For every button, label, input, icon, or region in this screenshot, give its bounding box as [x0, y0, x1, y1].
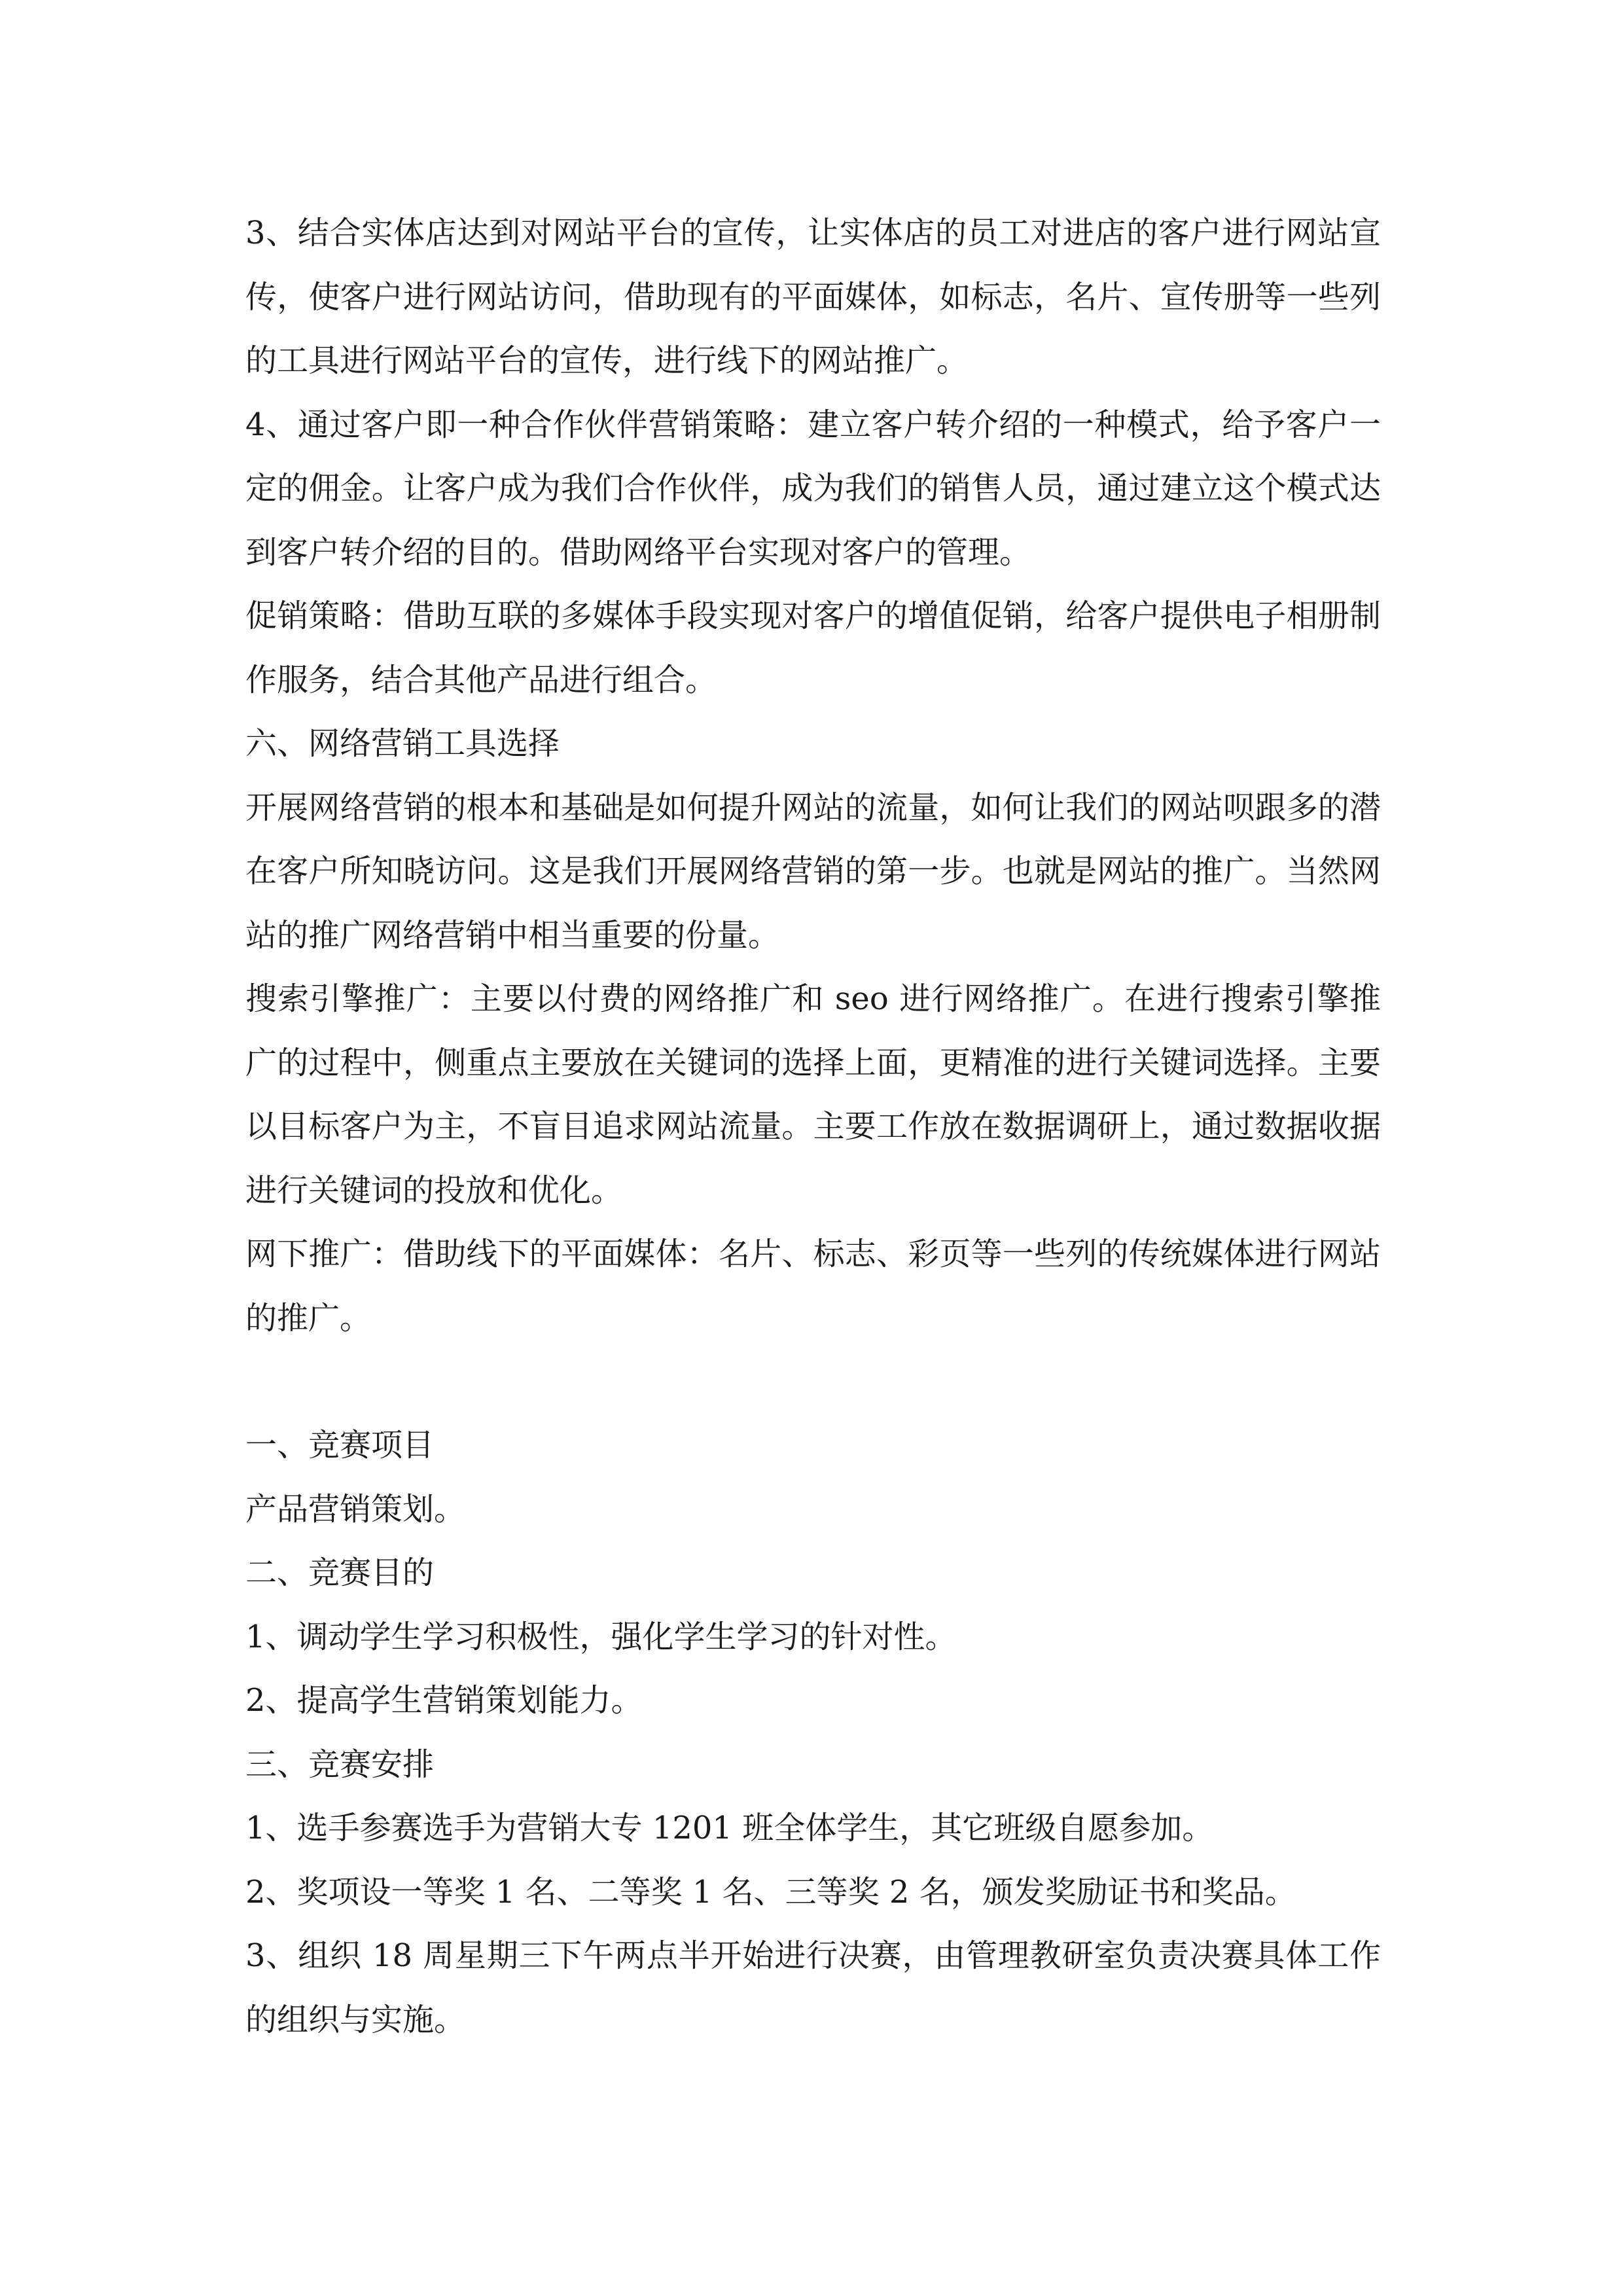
paragraph-store-promotion: 3、结合实体店达到对网站平台的宣传，让实体店的员工对进店的客户进行网站宣传，使客户进行网站访问，借助现有的平面媒体，如标志，名片、宣传册等一些列的工具进行网站平台的宣传，进行线下的网站推广。	[245, 215, 1381, 379]
heading-competition-item: 一、竞赛项目	[245, 1427, 435, 1463]
paragraph-marketing-basis: 开展网络营销的根本和基础是如何提升网站的流量，如何让我们的网站呗跟多的潜在客户所知晓访问。这是我们开展网络营销的第一步。也就是网站的推广。当然网站的推广网络营销中相当重要的份量。	[245, 789, 1381, 954]
paragraph-promotion-strategy: 促销策略：借助互联的多媒体手段实现对客户的增值促销，给客户提供电子相册制作服务，结合其他产品进行组合。	[245, 598, 1381, 698]
heading-competition-purpose: 二、竞赛目的	[245, 1554, 435, 1591]
document-body	[245, 202, 1381, 2052]
paragraph-arrangement-1: 1、选手参赛选手为营销大专 1201 班全体学生，其它班级自愿参加。	[245, 1810, 1214, 1846]
paragraph-purpose-2: 2、提高学生营销策划能力。	[245, 1682, 643, 1719]
paragraph-arrangement-3: 3、组织 18 周星期三下午两点半开始进行决赛，由管理教研室负责决赛具体工作的组织与实施。	[245, 1937, 1381, 2038]
heading-competition-arrangement: 三、竞赛安排	[245, 1746, 435, 1783]
paragraph-purpose-1: 1、调动学生学习积极性，强化学生学习的针对性。	[245, 1618, 957, 1655]
section-gap	[245, 1350, 1381, 1414]
paragraph-search-engine: 搜索引擎推广：主要以付费的网络推广和 seo 进行网络推广。在进行搜索引擎推广的过程中，侧重点主要放在关键词的选择上面，更精准的进行关键词选择。主要以目标客户为主，不盲目追求网站流量。主要工作放在数据调研上，通过数据收据进行关键词的投放和优化。	[245, 980, 1381, 1209]
paragraph-partner-strategy: 4、通过客户即一种合作伙伴营销策略：建立客户转介绍的一种模式，给予客户一定的佣金。让客户成为我们合作伙伴，成为我们的销售人员，通过建立这个模式达到客户转介绍的目的。借助网络平台实现对客户的管理。	[245, 406, 1381, 571]
paragraph-arrangement-2: 2、奖项设一等奖 1 名、二等奖 1 名、三等奖 2 名，颁发奖励证书和奖品。	[245, 1873, 1296, 1910]
paragraph-competition-item: 产品营销策划。	[245, 1490, 466, 1528]
heading-marketing-tools: 六、网络营销工具选择	[245, 725, 560, 762]
paragraph-offline-promotion: 网下推广：借助线下的平面媒体：名片、标志、彩页等一些列的传统媒体进行网站的推广。	[245, 1236, 1381, 1336]
